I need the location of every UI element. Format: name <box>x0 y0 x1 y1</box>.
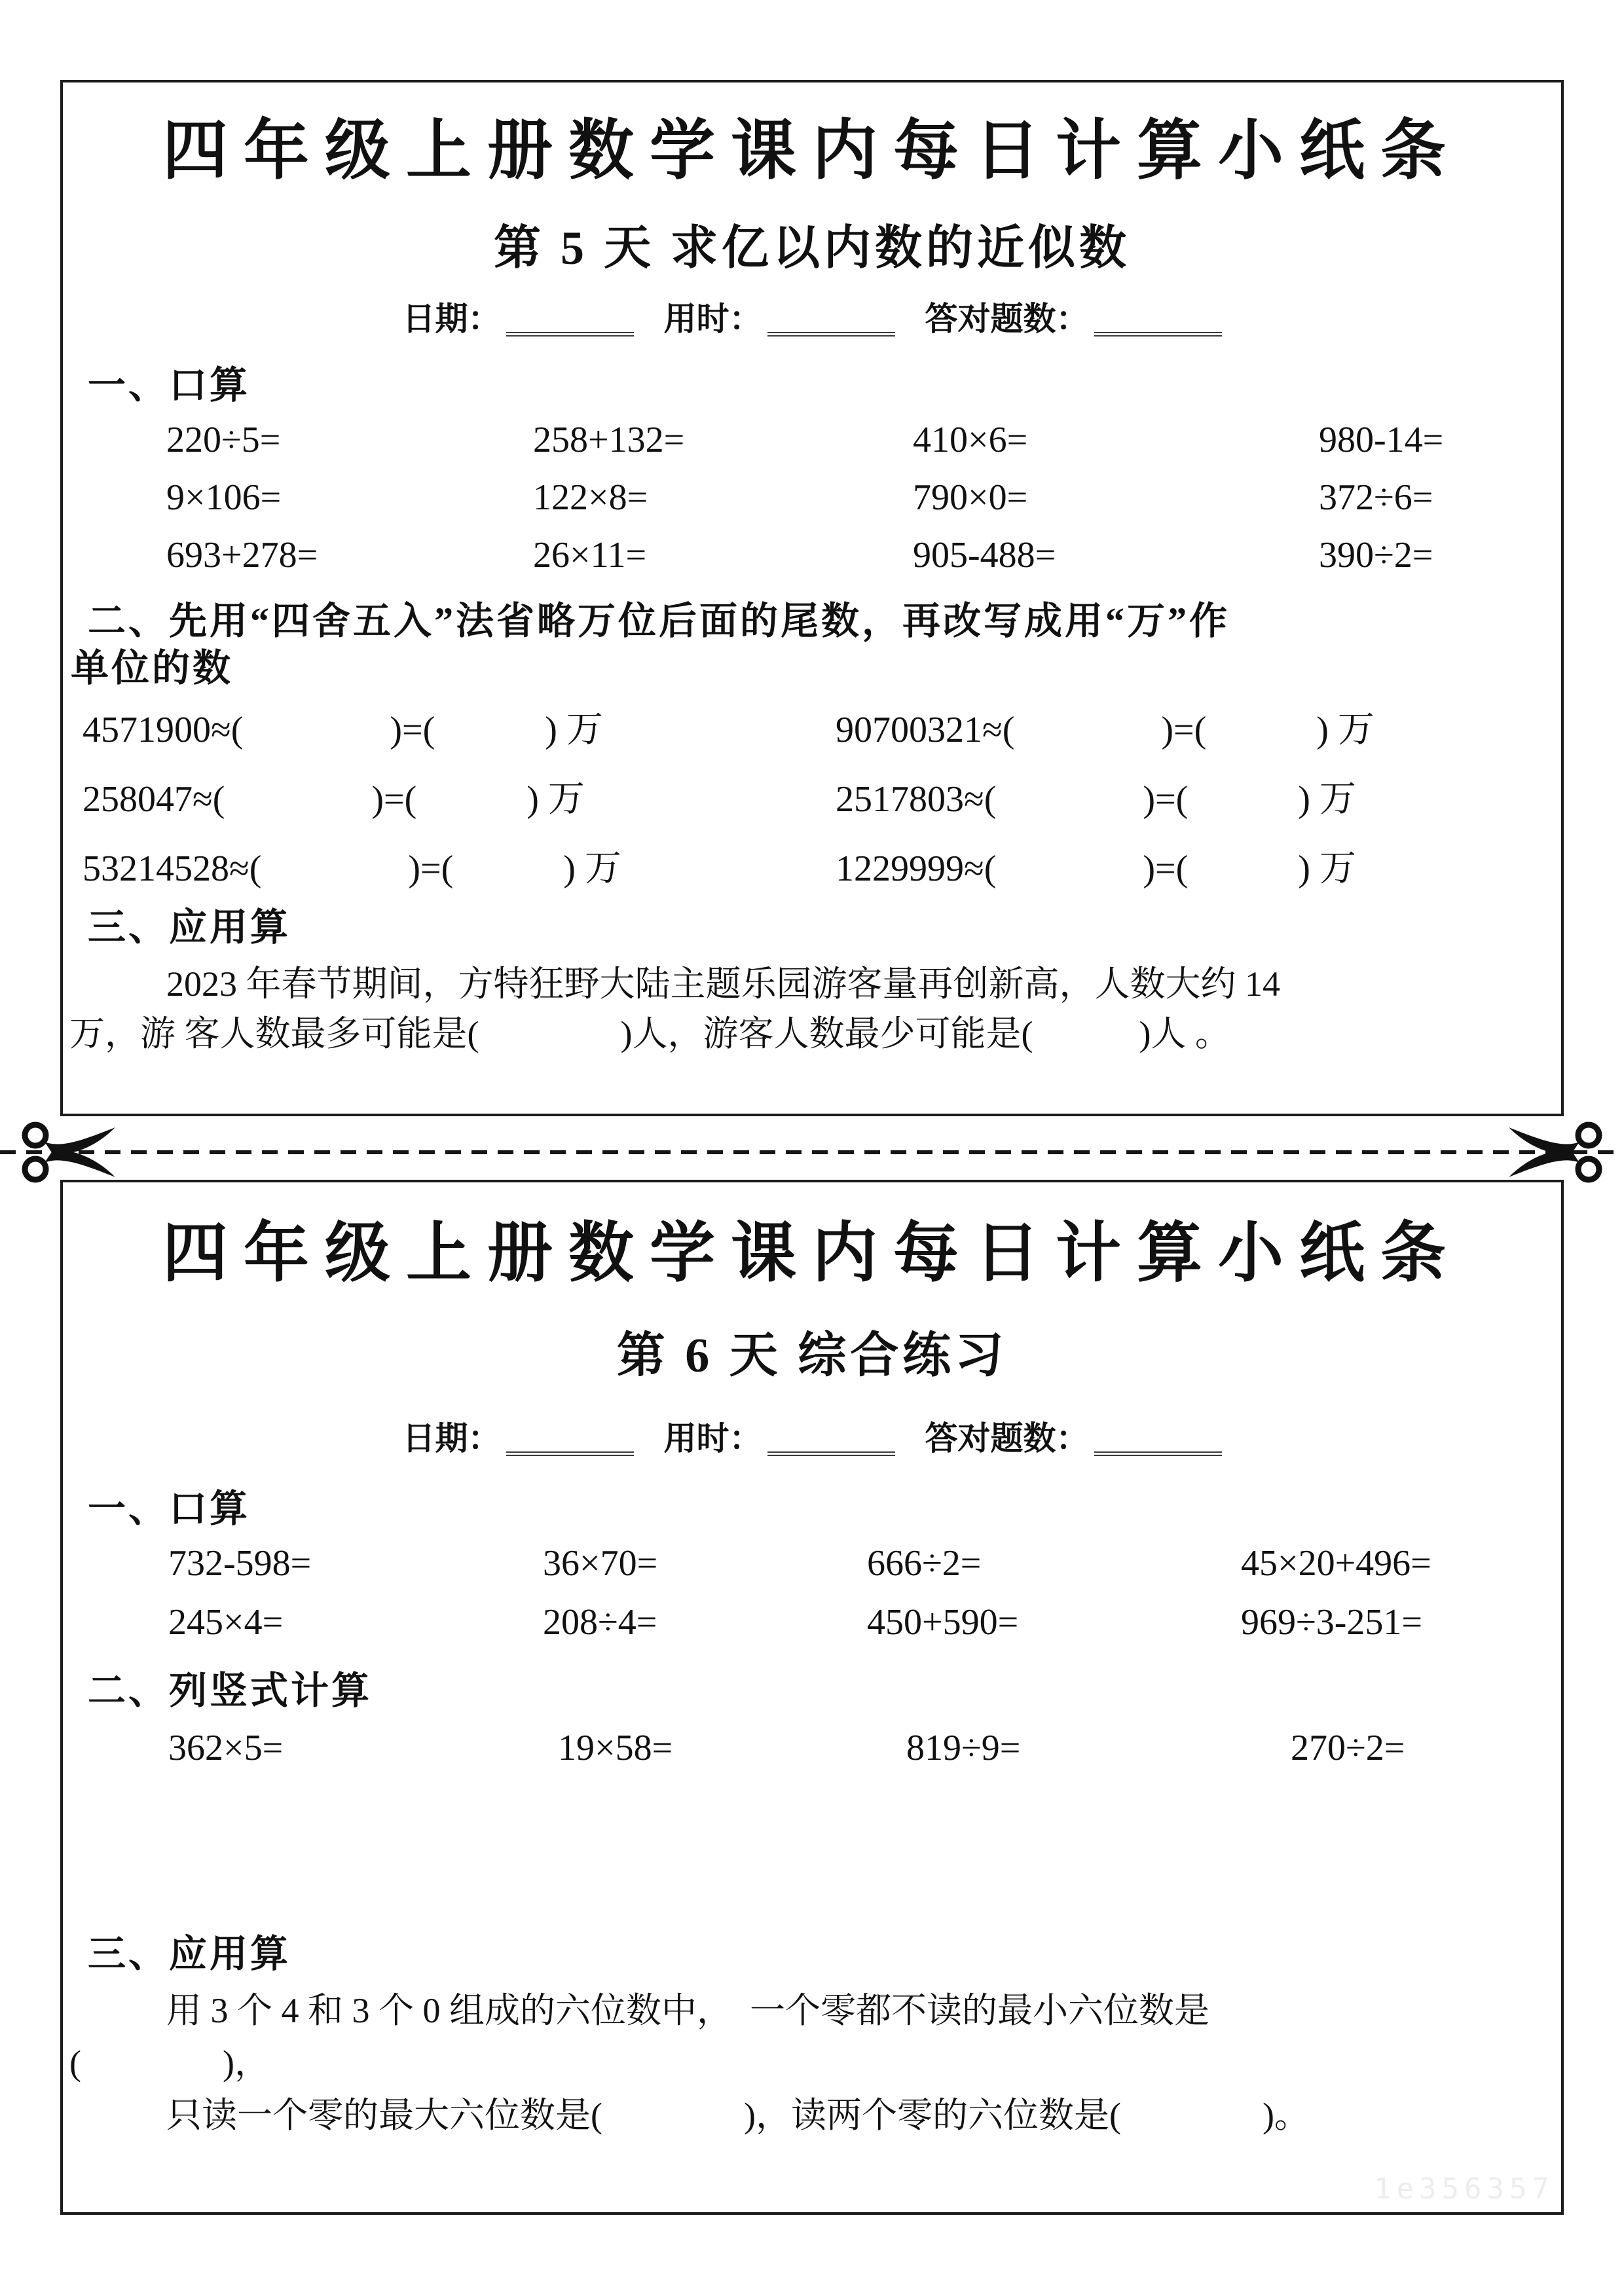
problem-cell: 450+590= <box>867 1602 1019 1643</box>
date-blank <box>506 299 634 337</box>
problem-cell: 410×6= <box>913 420 1028 460</box>
sheet-subtitle: 第 6 天 综合练习 <box>616 1329 1008 1383</box>
rounding-cell: 258047≈( )=( ) 万 <box>83 779 585 820</box>
date-label: 日期： <box>402 1420 501 1457</box>
rounding-grid <box>63 705 1561 887</box>
problem-cell: 9×106= <box>166 477 282 518</box>
problem-cell: 819÷9= <box>906 1728 1021 1768</box>
rounding-cell: 1229999≈( )=( ) 万 <box>836 848 1356 889</box>
problem-cell: 122×8= <box>533 477 648 518</box>
score-label: 答对题数： <box>925 1420 1089 1457</box>
date-blank <box>506 1419 634 1456</box>
rounding-cell: 2517803≈( )=( ) 万 <box>836 779 1356 820</box>
sheet-title: 四年级上册数学课内每日计算小纸条 <box>162 1217 1462 1290</box>
problem-cell: 45×20+496= <box>1241 1543 1431 1584</box>
problem-cell: 245×4= <box>168 1602 284 1643</box>
cut-divider <box>0 1131 1624 1173</box>
problem-cell: 270÷2= <box>1291 1728 1405 1768</box>
problem-cell: 36×70= <box>543 1543 658 1584</box>
applied-line: 万，游 客人数最多可能是( )人，游客人数最少可能是( )人 。 <box>69 1014 1230 1053</box>
rounding-cell: 90700321≈( )=( ) 万 <box>836 710 1375 750</box>
problem-cell: 220÷5= <box>166 420 281 460</box>
section-heading-rounding-line2: 单位的数 <box>71 647 234 689</box>
time-label: 用时： <box>663 1420 762 1457</box>
meta-line <box>63 298 1561 340</box>
section-heading-oral: 一、口算 <box>88 1487 251 1530</box>
section-heading-vertical: 二、列竖式计算 <box>88 1669 373 1712</box>
applied-line: 只读一个零的最大六位数是( )，读两个零的六位数是( )。 <box>166 2096 1310 2135</box>
time-label: 用时： <box>663 301 762 337</box>
problem-cell: 732-598= <box>168 1543 312 1584</box>
problem-cell: 905-488= <box>913 535 1056 575</box>
applied-line: ( )， <box>69 2043 270 2083</box>
problem-cell: 19×58= <box>558 1728 673 1768</box>
applied-line: 2023 年春节期间，方特狂野大陆主题乐园游客量再创新高，人数大约 14 <box>166 964 1280 1004</box>
problem-cell: 980-14= <box>1319 420 1444 460</box>
sheet-title: 四年级上册数学课内每日计算小纸条 <box>162 115 1462 187</box>
meta-line <box>63 1417 1561 1459</box>
section-heading-applied: 三、应用算 <box>88 1933 291 1975</box>
problem-cell: 372÷6= <box>1319 477 1433 518</box>
sheet-day5-box <box>60 80 1564 1116</box>
section-heading-rounding-line1: 二、先用“四舍五入”法省略万位后面的尾数，再改写成用“万”作 <box>88 600 1230 642</box>
rounding-cell: 53214528≈( )=( ) 万 <box>83 848 621 889</box>
oral-problems-grid <box>63 414 1561 581</box>
watermark: 1e356357 <box>1374 2172 1555 2206</box>
score-label: 答对题数： <box>925 301 1089 337</box>
problem-cell: 26×11= <box>533 535 647 575</box>
rounding-cell: 4571900≈( )=( ) 万 <box>83 710 603 750</box>
problem-cell: 362×5= <box>168 1728 284 1768</box>
cut-line <box>0 1150 1624 1154</box>
problem-cell: 208÷4= <box>543 1602 657 1643</box>
scissors-icon <box>1506 1116 1604 1189</box>
sheet-day6-box <box>60 1180 1564 2215</box>
time-blank <box>767 299 895 337</box>
score-blank <box>1094 1419 1222 1456</box>
sheet-subtitle: 第 5 天 求亿以内数的近似数 <box>493 222 1130 274</box>
problem-cell: 693+278= <box>166 535 318 575</box>
score-blank <box>1094 299 1222 337</box>
date-label: 日期： <box>402 301 501 337</box>
working-space <box>63 1774 1561 1931</box>
oral-problems-grid <box>63 1538 1561 1648</box>
section-heading-applied: 三、应用算 <box>88 906 291 949</box>
problem-cell: 666÷2= <box>867 1543 982 1584</box>
problem-cell: 258+132= <box>533 420 685 460</box>
scissors-icon <box>20 1116 118 1189</box>
problem-cell: 790×0= <box>913 477 1028 518</box>
problem-cell: 969÷3-251= <box>1241 1602 1422 1643</box>
problem-cell: 390÷2= <box>1319 535 1433 575</box>
vertical-problems-grid <box>63 1722 1561 1774</box>
time-blank <box>767 1419 895 1456</box>
applied-line: 用 3 个 4 和 3 个 0 组成的六位数中， 一个零都不读的最小六位数是 <box>166 1991 1209 2030</box>
section-heading-oral: 一、口算 <box>88 364 251 407</box>
